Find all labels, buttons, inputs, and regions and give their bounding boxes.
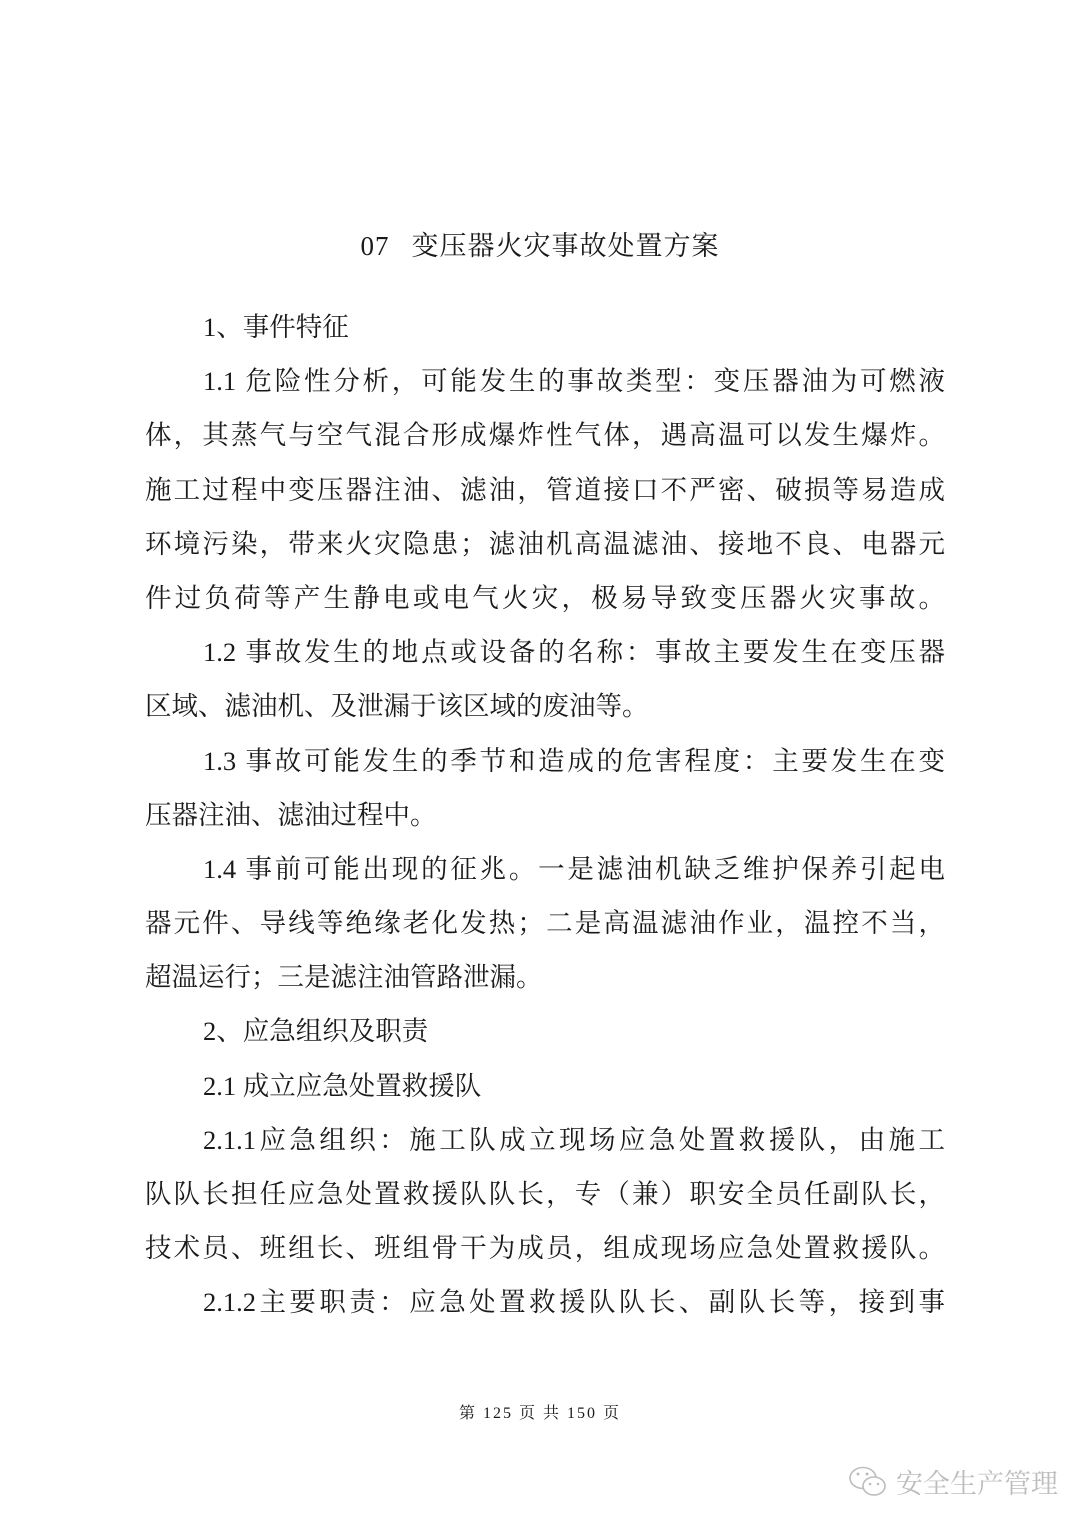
paragraph-line: 器元件、导线等绝缘老化发热；二是高温滤油作业，温控不当，: [145, 908, 945, 939]
paragraph-first-line: 1.3 事故可能发生的季节和造成的危害程度：主要发生在变: [203, 745, 945, 776]
document-title: [0, 226, 1080, 266]
paragraph-first-line: 1.4 事前可能出现的征兆。一是滤油机缺乏维护保养引起电: [203, 853, 945, 884]
paragraph-first-line: 2.1 成立应急处置救援队: [203, 1070, 482, 1101]
paragraph-first-line: 2.1.2主要职责：应急处置救援队队长、副队长等，接到事: [203, 1287, 945, 1318]
paragraph-line: 件过负荷等产生静电或电气火灾，极易导致变压器火灾事故。: [145, 582, 945, 613]
paragraph-first-line: 2.1.1应急组织：施工队成立现场应急处置救援队，由施工: [203, 1124, 945, 1155]
paragraph-line: 体，其蒸气与空气混合形成爆炸性气体，遇高温可以发生爆炸。: [145, 420, 945, 451]
paragraph-line: 超温运行；三是滤注油管路泄漏。: [145, 962, 543, 993]
wechat-watermark: [848, 1462, 1058, 1501]
paragraph-line: 队队长担任应急处置救援队队长，专（兼）职安全员任副队长，: [145, 1179, 945, 1209]
title-number: 07: [360, 231, 390, 261]
watermark-text: 安全生产管理: [896, 1469, 1058, 1500]
paragraph-line: 施工过程中变压器注油、滤油，管道接口不严密、破损等易造成: [145, 474, 945, 505]
paragraph-first-line: 1.1 危险性分析，可能发生的事故类型：变压器油为可燃液: [203, 366, 945, 397]
paragraph-line: 压器注油、滤油过程中。: [145, 799, 437, 830]
paragraph-line: 环境污染，带来火灾隐患；滤油机高温滤油、接地不良、电器元: [145, 528, 945, 559]
paragraph-first-line: 1.2 事故发生的地点或设备的名称：事故主要发生在变压器: [203, 637, 945, 668]
title-text: 变压器火灾事故处置方案: [411, 231, 720, 261]
paragraph-first-line: 2、应急组织及职责: [203, 1016, 429, 1047]
paragraph-line: 区域、滤油机、及泄漏于该区域的废油等。: [145, 691, 649, 722]
document-body: [145, 300, 945, 1330]
paragraph-line: 技术员、班组长、班组骨干为成员，组成现场应急处置救援队。: [145, 1233, 945, 1264]
paragraph-first-line: 1、事件特征: [203, 312, 349, 342]
page-footer: 第 125 页 共 150 页: [458, 1405, 621, 1422]
wechat-icon: [848, 1465, 888, 1499]
